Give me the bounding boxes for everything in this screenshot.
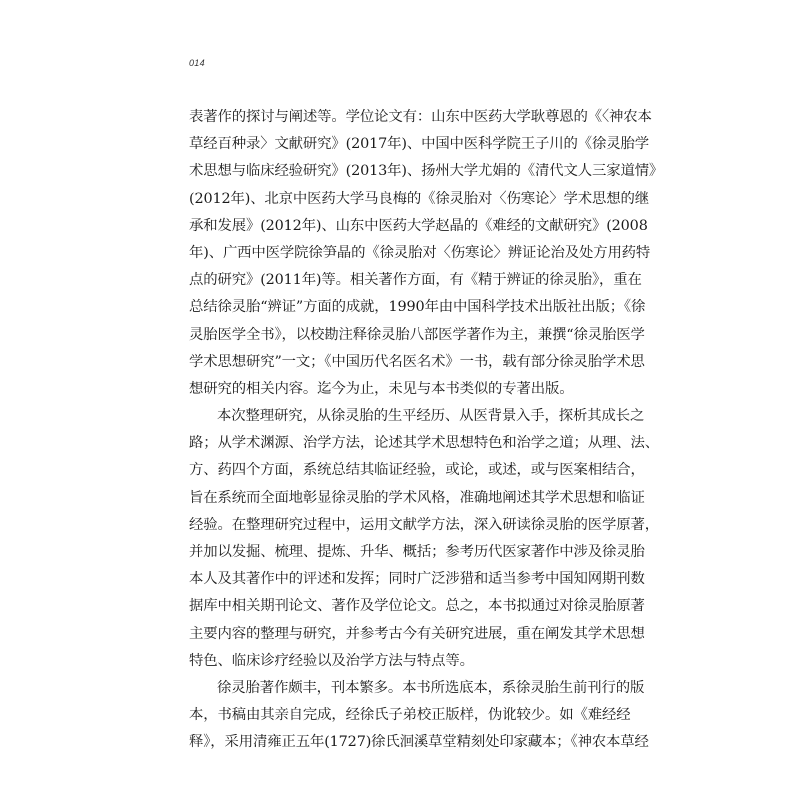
text-line: 点的研究》(2011年)等。相关著作方面，有《精于辨证的徐灵胎》，重在	[189, 272, 642, 289]
text-line: (2012年)、北京中医药大学马良梅的《徐灵胎对〈伤寒论〉学术思想的继	[189, 190, 649, 207]
text-line: 承和发展》(2012年)、山东中医药大学赵晶的《难经的文献研究》(2008	[189, 217, 648, 234]
text-line: 方、药四个方面，系统总结其临证经验，或论，或述，或与医案相结合，	[189, 462, 645, 479]
page-number: 014	[189, 58, 205, 68]
text-line: 经验。在整理研究过程中，运用文献学方法，深入研读徐灵胎的医学原著，	[189, 516, 659, 533]
body-text	[189, 104, 664, 757]
paragraph	[189, 104, 664, 403]
paragraph	[189, 675, 649, 757]
text-line: 表著作的探讨与阐述等。学位论文有：山东中医药大学耿尊恩的《〈神农本	[189, 109, 652, 125]
text-line: 旨在系统而全面地彰显徐灵胎的学术风格，准确地阐述其学术思想和临证	[189, 489, 645, 506]
text-line: 想研究的相关内容。迄今为止，未见与本书类似的专著出版。	[189, 380, 574, 397]
paragraph	[189, 403, 659, 675]
text-line: 徐灵胎著作颇丰，刊本繁多。本书所选底本，系徐灵胎生前刊行的版	[217, 679, 645, 696]
text-line: 术思想与临床经验研究》(2013年)、扬州大学尤娟的《清代文人三家道情》	[189, 163, 664, 180]
text-line: 灵胎医学全书》，以校勘注释徐灵胎八部医学著作为主，兼撰“徐灵胎医学	[189, 326, 645, 343]
text-line: 总结徐灵胎“辨证”方面的成就，1990年由中国科学技术出版社出版；《徐	[189, 299, 646, 316]
text-line: 主要内容的整理与研究，并参考古今有关研究进展，重在阐发其学术思想	[189, 625, 645, 642]
text-line: 年)、广西中医学院徐笋晶的《徐灵胎对〈伤寒论〉辨证论治及处方用药特	[189, 244, 651, 261]
text-line: 学术思想研究”一文；《中国历代名医名术》一书，载有部分徐灵胎学术思	[189, 353, 645, 370]
text-line: 特色、临床诊疗经验以及治学方法与特点等。	[189, 652, 474, 669]
text-line: 本人及其著作中的评述和发挥；同时广泛涉猎和适当参考中国知网期刊数	[189, 571, 645, 588]
text-line: 据库中相关期刊论文、著作及学位论文。总之，本书拟通过对徐灵胎原著	[189, 598, 645, 615]
text-line: 并加以发掘、梳理、提炼、升华、概括；参考历代医家著作中涉及徐灵胎	[189, 544, 645, 560]
text-line: 本，书稿由其亲自完成，经徐氏子弟校正版样，伪讹较少。如《难经经	[189, 707, 631, 724]
text-line: 草经百种录〉文献研究》(2017年)、中国中医科学院王子川的《徐灵胎学	[189, 136, 649, 153]
text-line: 释》，采用清雍正五年(1727)徐氏洄溪草堂精刻处印家藏本；《神农本草经	[189, 734, 649, 751]
text-line: 本次整理研究，从徐灵胎的生平经历、从医背景入手，探析其成长之	[217, 408, 645, 425]
text-line: 路；从学术渊源、治学方法，论述其学术思想特色和治学之道；从理、法、	[189, 435, 659, 452]
